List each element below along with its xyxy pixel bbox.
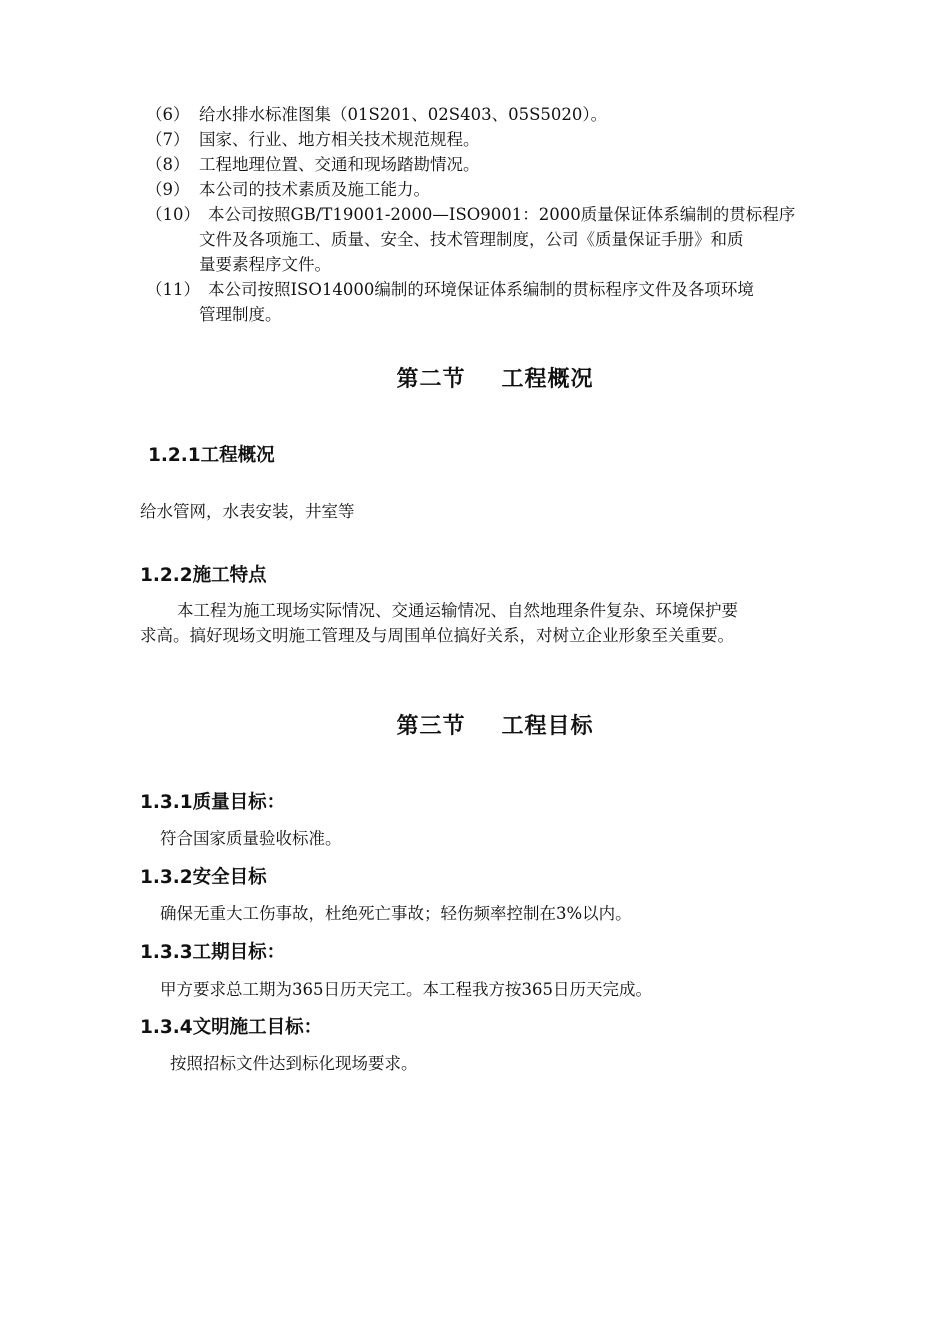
paragraph-line: 本工程为施工现场实际情况、交通运输情况、自然地理条件复杂、环境保护要 [177, 601, 738, 620]
paragraph: 给水管网，水表安装，井室等 [140, 502, 355, 521]
section-title [0, 365, 950, 395]
subsection-heading: 1.2.2施工特点 [140, 565, 267, 586]
section-heading: 工程概况 [501, 367, 594, 392]
section-title [0, 712, 950, 742]
list-item-number: （7） [146, 130, 190, 149]
list-item-number: （10） [146, 205, 200, 224]
subsection-heading: 1.3.1质量目标： [140, 792, 286, 813]
section-label: 第二节 [396, 367, 466, 392]
paragraph: 确保无重大工伤事故，杜绝死亡事故；轻伤频率控制在3%以内。 [160, 904, 632, 923]
paragraph: 按照招标文件达到标化现场要求。 [170, 1054, 418, 1073]
subsection-heading: 1.3.3工期目标： [140, 942, 286, 963]
list-item-text: 本公司的技术素质及施工能力。 [199, 180, 430, 199]
paragraph: 符合国家质量验收标准。 [160, 829, 342, 848]
section-heading: 工程目标 [501, 714, 594, 739]
list-item-number: （6） [146, 105, 190, 124]
subsection-heading: 1.3.2安全目标 [140, 867, 267, 888]
list-item-number: （8） [146, 155, 190, 174]
list-item-text: 本公司按照ISO14000编制的环境保证体系编制的贯标程序文件及各项环境 [208, 280, 754, 299]
list-item-continuation: 量要素程序文件。 [199, 255, 331, 274]
list-item-text: 本公司按照GB/T19001-2000—ISO9001：2000质量保证体系编制的贯标程序 [208, 205, 796, 224]
paragraph: 甲方要求总工期为365日历天完工。本工程我方按365日历天完成。 [160, 980, 652, 999]
subsection-heading: 1.2.1工程概况 [148, 445, 275, 466]
section-label: 第三节 [396, 714, 466, 739]
subsection-heading: 1.3.4文明施工目标： [140, 1017, 323, 1038]
list-item-number: （9） [146, 180, 190, 199]
list-item-number: （11） [146, 280, 200, 299]
list-item-text: 国家、行业、地方相关技术规范规程。 [199, 130, 480, 149]
list-item-text: 给水排水标准图集（01S201、02S403、05S5020）。 [199, 105, 608, 124]
list-item-continuation: 文件及各项施工、质量、安全、技术管理制度，公司《质量保证手册》和质 [199, 230, 744, 249]
list-item-continuation: 管理制度。 [199, 305, 282, 324]
list-item-text: 工程地理位置、交通和现场踏勘情况。 [199, 155, 480, 174]
paragraph-line: 求高。搞好现场文明施工管理及与周围单位搞好关系，对树立企业形象至关重要。 [140, 626, 734, 645]
